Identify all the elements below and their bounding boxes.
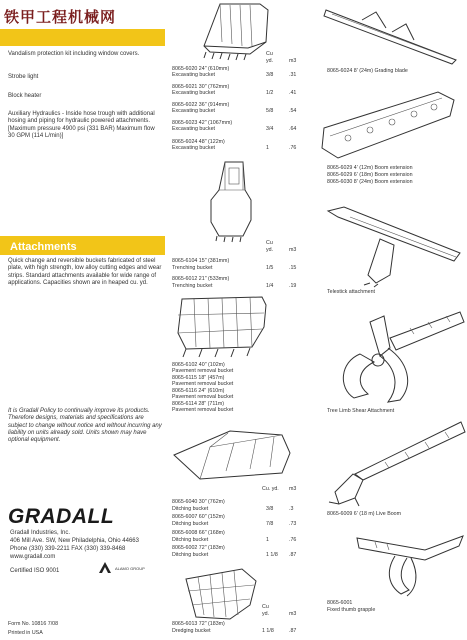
trench-header-m3: m3 <box>289 247 297 253</box>
option-vandalism: Vandalism protection kit including window covers. <box>8 51 140 57</box>
exc-row-cu: 3/8 <box>266 72 274 78</box>
tree-limb-shear-icon <box>330 298 465 406</box>
ditch-row-m3: .73 <box>289 521 297 527</box>
gradall-logo: GRADALL <box>8 505 115 528</box>
ditch-row-code: 8065-6002 72" (183m) <box>172 545 225 551</box>
trench-row-m3: .19 <box>289 283 297 289</box>
trench-row-cu: 1/5 <box>266 265 274 271</box>
ditch-row-name: Ditching bucket <box>172 537 209 543</box>
boom-extension-label: 8065-6029 6' (18m) Boom extension <box>327 172 413 178</box>
exc-header-yd: yd. <box>266 58 274 64</box>
ditch-row-m3: .3 <box>289 506 294 512</box>
pavement-line: 8065-6116 24" (610m) <box>172 388 225 394</box>
exc-row-cu: 3/4 <box>266 126 274 132</box>
company-address: 406 Mill Ave. SW, New Philadelphia, Ohio 44663 <box>10 538 139 544</box>
ditch-header-cuyd: Cu. yd. <box>262 486 279 492</box>
thumb-grapple-icon <box>355 528 465 600</box>
trench-row-name: Trenching bucket <box>172 283 213 289</box>
boom-extension-label: 8065-6029 4' (12m) Boom extension <box>327 165 413 171</box>
exc-row-code: 8065-6024 48" (122m) <box>172 139 225 145</box>
ditch-row-cu: 3/8 <box>266 506 274 512</box>
attachments-title: Attachments <box>10 241 77 253</box>
company-web: www.gradall.com <box>10 554 56 560</box>
ditch-row-code: 8065-6007 60" (152m) <box>172 514 225 520</box>
alamo-logo-icon <box>98 561 112 574</box>
ditch-row-code: 8065-6008 66" (168m) <box>172 530 225 536</box>
pavement-line: Pavement removal bucket <box>172 394 234 400</box>
printed-in: Printed in USA <box>8 630 43 636</box>
alamo-group: ALAMO GROUP <box>115 566 145 571</box>
pavement-line: 8065-6102 40" (102m) <box>172 362 225 368</box>
exc-row-cu: 1/2 <box>266 90 274 96</box>
pavement-line: 8065-6114 28" (711m) <box>172 401 225 407</box>
dredge-header-m3: m3 <box>289 611 297 617</box>
exc-row-name: Excavating bucket <box>172 126 215 132</box>
grading-blade-label: 8065-6024 8' (24m) Grading blade <box>327 68 408 74</box>
tree-limb-label: Tree Limb Shear Attachment <box>327 408 395 414</box>
exc-row-name: Excavating bucket <box>172 90 215 96</box>
trench-row-cu: 1/4 <box>266 283 274 289</box>
live-boom-label: 8065-6009 6' (18 m) Live Boom <box>327 511 402 517</box>
ditch-row-cu: 1 1/8 <box>266 552 278 558</box>
telestick-label: Telestick attachment <box>327 289 375 295</box>
exc-row-m3: .41 <box>289 90 297 96</box>
dredge-row-name: Dredging bucket <box>172 628 211 634</box>
excavating-bucket-icon <box>200 2 275 60</box>
pavement-line: Pavement removal bucket <box>172 407 234 413</box>
ditch-row-cu: 1 <box>266 537 269 543</box>
trenching-bucket-icon <box>205 160 260 242</box>
attachments-description: Quick change and reversible buckets fabricated of steel plate, with high strength, low alloy cutting edges and wear strips. Standard attachments available for wide range of applications. Capacities shown are in heaped cu. yd. <box>8 258 162 286</box>
dredge-row-code: 8065-6013 72" (183m) <box>172 621 225 627</box>
exc-row-name: Excavating bucket <box>172 145 215 151</box>
ditch-row-m3: .87 <box>289 552 297 558</box>
iso-cert: Certified ISO 9001 <box>10 568 60 574</box>
telestick-icon <box>320 205 465 287</box>
thumb-label: Fixed thumb grapple <box>327 607 376 613</box>
exc-header-m3: m3 <box>289 58 297 64</box>
ditch-row-m3: .76 <box>289 537 297 543</box>
pavement-line: Pavement removal bucket <box>172 381 234 387</box>
exc-row-code: 8065-6022 36" (914mm) <box>172 102 230 108</box>
live-boom-icon <box>325 418 465 508</box>
option-aux-hydraulics: Auxiliary Hydraulics - Inside hose trough with additional hosing and piping for hydraulic powered attachments. [Maximum pressure 4900 psi (331 BAR) Maximum flow 30 GPM (114 L/min)] <box>8 111 155 139</box>
option-block-heater: Block heater <box>8 93 42 99</box>
boom-extension-label: 8065-6030 8' (24m) Boom extension <box>327 179 413 185</box>
trench-header-cu: Cu <box>266 240 273 246</box>
company-phone: Phone (330) 339-2211 FAX (330) 339-8468 <box>10 546 126 552</box>
trench-header-yd: yd. <box>266 247 274 253</box>
exc-row-code: 8065-6020 24" (610mm) <box>172 66 230 72</box>
ditch-header-m3: m3 <box>289 486 297 492</box>
option-strobe: Strobe light <box>8 74 39 80</box>
dredge-header-cu: Cu <box>262 604 269 610</box>
dredge-row-cu: 1 1/8 <box>262 628 274 634</box>
exc-row-code: 8065-6023 42" (1067mm) <box>172 120 233 126</box>
ditching-bucket-icon <box>170 425 295 483</box>
form-number: Form No. 10816 7/08 <box>8 621 59 627</box>
thumb-code: 8065-6001 <box>327 600 353 606</box>
exc-row-m3: .76 <box>289 145 297 151</box>
exc-header-cu: Cu <box>266 51 273 57</box>
ditch-row-cu: 7/8 <box>266 521 274 527</box>
trench-row-name: Trenching bucket <box>172 265 213 271</box>
policy-note: It is Gradall Policy to continually improve its products. Therefore designs, materials and specifications are subject to change without notice and without incurring any liability on units already sold. Units shown may have optional equipment. <box>8 408 162 444</box>
header-bar <box>0 29 165 46</box>
ditch-row-code: 8065-6040 30" (762m) <box>172 499 225 505</box>
ditch-row-name: Ditching bucket <box>172 552 209 558</box>
ditch-row-name: Ditching bucket <box>172 506 209 512</box>
pavement-line: Pavement removal bucket <box>172 368 234 374</box>
trench-row-code: 8065-6012 21" (533mm) <box>172 276 230 282</box>
exc-row-name: Excavating bucket <box>172 108 215 114</box>
pavement-removal-bucket-icon <box>172 293 272 359</box>
exc-row-code: 8065-6021 30" (762mm) <box>172 84 230 90</box>
dredge-row-m3: .87 <box>289 628 297 634</box>
grading-blade-icon <box>322 6 462 66</box>
exc-row-m3: .64 <box>289 126 297 132</box>
boom-extension-icon <box>318 82 458 164</box>
trench-row-m3: .15 <box>289 265 297 271</box>
ditch-row-name: Ditching bucket <box>172 521 209 527</box>
dredging-bucket-icon <box>180 565 260 623</box>
exc-row-name: Excavating bucket <box>172 72 215 78</box>
pavement-line: 8065-6115 18" (457m) <box>172 375 225 381</box>
exc-row-cu: 1 <box>266 145 269 151</box>
exc-row-m3: .54 <box>289 108 297 114</box>
dredge-header-yd: yd. <box>262 611 270 617</box>
exc-row-m3: .31 <box>289 72 297 78</box>
company-name: Gradall Industries, Inc. <box>10 530 71 536</box>
exc-row-cu: 5/8 <box>266 108 274 114</box>
trench-row-code: 8065-6104 15" (381mm) <box>172 258 230 264</box>
watermark-title: 铁甲工程机械网 <box>4 9 117 26</box>
